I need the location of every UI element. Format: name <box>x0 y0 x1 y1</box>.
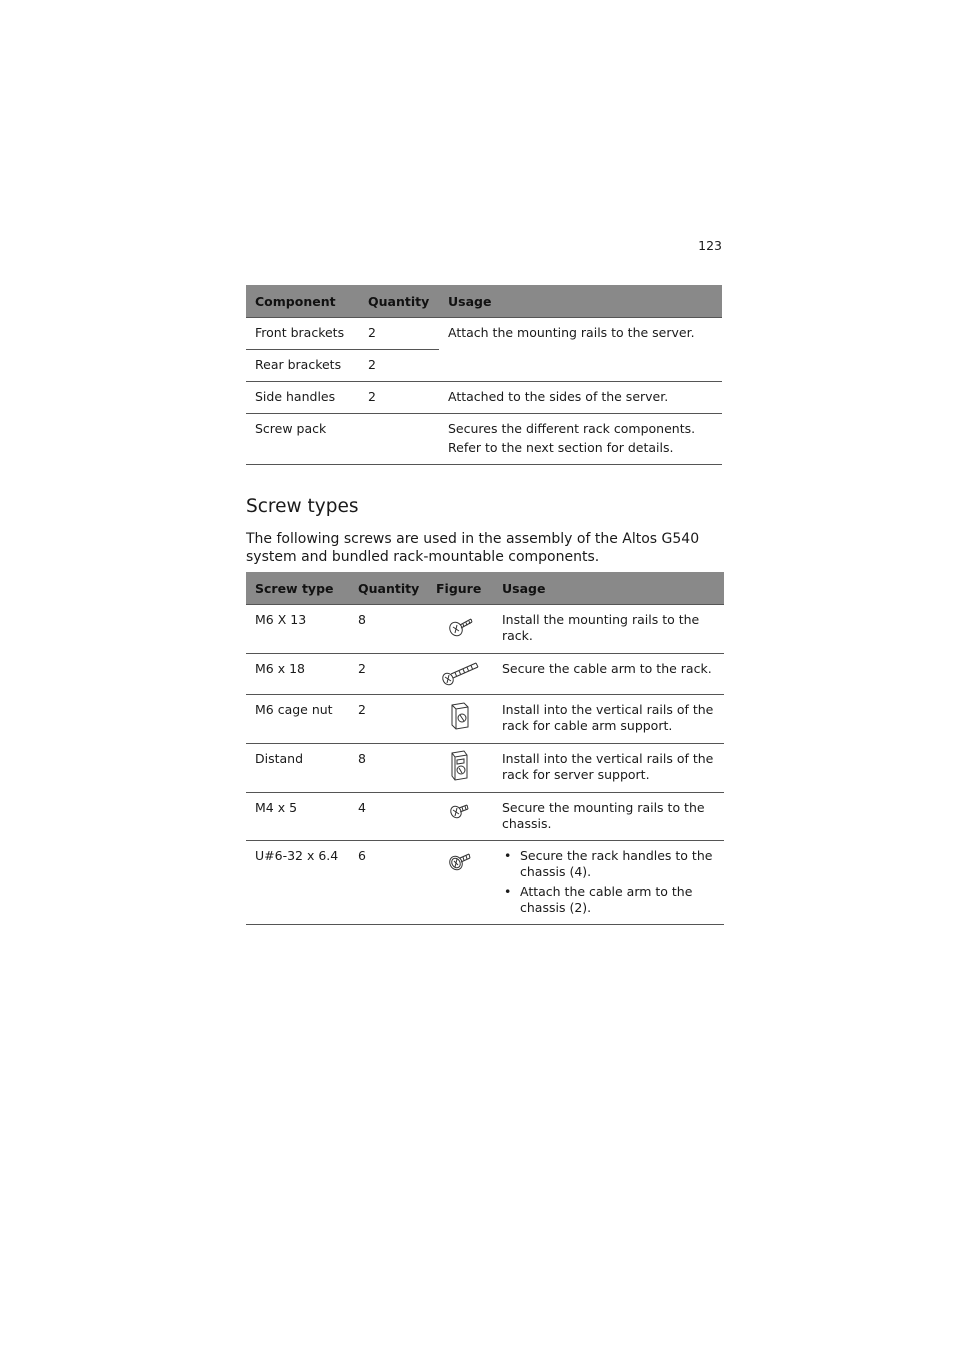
screw-type-cell: M6 x 18 <box>246 654 349 695</box>
column-header: Component <box>246 285 359 318</box>
component-cell: Front brackets <box>246 318 359 350</box>
usage-cell <box>439 414 722 465</box>
quantity-cell: 2 <box>359 318 439 350</box>
table-row <box>246 605 724 654</box>
table-header-row <box>246 572 724 605</box>
usage-cell <box>493 841 724 925</box>
figure-cell <box>427 793 493 841</box>
washer-screw-icon <box>446 847 474 875</box>
usage-cell: Install into the vertical rails of the rack for cable arm support. <box>493 695 724 744</box>
figure-cell <box>427 841 493 925</box>
table-row <box>246 654 724 695</box>
figure-cell <box>427 695 493 744</box>
intro-paragraph: The following screws are used in the assembly of the Altos G540 system and bundled rack-mountable components. <box>246 531 700 565</box>
table-row <box>246 793 724 841</box>
column-header: Figure <box>427 572 493 605</box>
usage-bullet-list <box>502 848 724 916</box>
quantity-cell: 2 <box>349 695 427 744</box>
quantity-cell: 2 <box>359 350 439 382</box>
usage-cell: Attach the mounting rails to the server. <box>439 318 722 382</box>
column-header: Screw type <box>246 572 349 605</box>
component-cell: Rear brackets <box>246 350 359 382</box>
usage-cell: Secure the mounting rails to the chassis. <box>493 793 724 841</box>
long-screw-icon <box>440 660 480 688</box>
section-title: Screw types <box>246 496 359 518</box>
column-header: Quantity <box>359 285 439 318</box>
cage-nut-icon <box>447 701 473 731</box>
distand-icon <box>447 750 473 782</box>
components-table <box>246 285 722 465</box>
quantity-cell: 4 <box>349 793 427 841</box>
figure-cell <box>427 654 493 695</box>
quantity-cell: 6 <box>349 841 427 925</box>
table-row <box>246 695 724 744</box>
table-row <box>246 318 722 350</box>
quantity-cell <box>359 414 439 465</box>
usage-cell: Secure the cable arm to the rack. <box>493 654 724 695</box>
quantity-cell: 8 <box>349 744 427 793</box>
table-row <box>246 744 724 793</box>
usage-cell: Attached to the sides of the server. <box>439 382 722 414</box>
table-row <box>246 382 722 414</box>
quantity-cell: 2 <box>359 382 439 414</box>
usage-cell: Install into the vertical rails of the rack for server support. <box>493 744 724 793</box>
screw-icon <box>445 611 475 641</box>
screw-type-cell: U#6-32 x 6.4 <box>246 841 349 925</box>
screw-type-cell: Distand <box>246 744 349 793</box>
screws-table <box>246 572 724 925</box>
table-row <box>246 841 724 925</box>
usage-line: Secures the different rack components. <box>448 421 696 436</box>
list-item: • Secure the rack handles to the chassis (4). <box>502 848 724 880</box>
page-number: 123 <box>698 238 722 253</box>
component-cell: Screw pack <box>246 414 359 465</box>
figure-cell <box>427 605 493 654</box>
small-screw-icon <box>447 799 473 823</box>
column-header: Usage <box>493 572 724 605</box>
component-cell: Side handles <box>246 382 359 414</box>
column-header: Usage <box>439 285 722 318</box>
figure-cell <box>427 744 493 793</box>
usage-cell: Install the mounting rails to the rack. <box>493 605 724 654</box>
table-header-row <box>246 285 722 318</box>
screw-type-cell: M6 cage nut <box>246 695 349 744</box>
screw-type-cell: M4 x 5 <box>246 793 349 841</box>
quantity-cell: 8 <box>349 605 427 654</box>
list-item: • Attach the cable arm to the chassis (2). <box>502 884 724 916</box>
table-row <box>246 414 722 465</box>
screw-type-cell: M6 X 13 <box>246 605 349 654</box>
usage-line: Refer to the next section for details. <box>448 440 674 455</box>
quantity-cell: 2 <box>349 654 427 695</box>
column-header: Quantity <box>349 572 427 605</box>
